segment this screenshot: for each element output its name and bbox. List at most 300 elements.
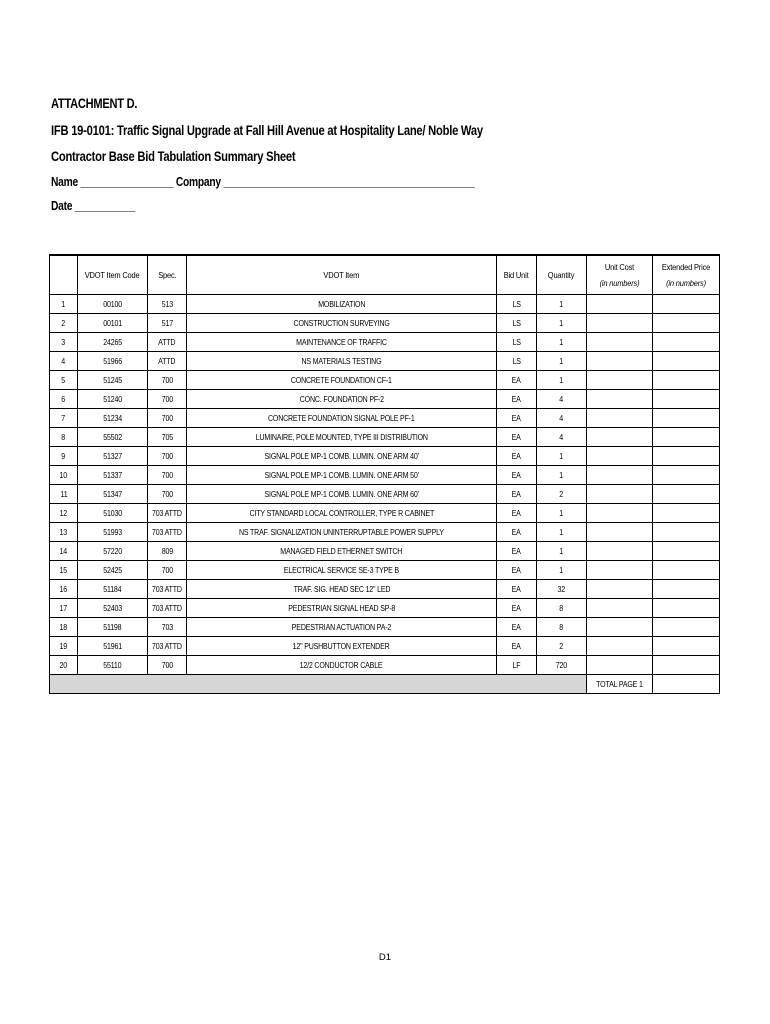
table-row xyxy=(50,523,720,542)
item-code-text: 00100 xyxy=(103,299,122,309)
cell-bid-unit xyxy=(497,352,537,371)
cell-line-number xyxy=(50,447,78,466)
cell-quantity xyxy=(537,542,587,561)
line-number-text: 9 xyxy=(61,451,66,461)
cell-spec xyxy=(148,447,187,466)
unit-cost-input-cell[interactable] xyxy=(587,447,653,466)
cell-spec xyxy=(148,390,187,409)
cell-item-code xyxy=(78,409,148,428)
bid-unit-text: EA xyxy=(511,470,522,480)
col-header-code-label: VDOT Item Code xyxy=(85,270,140,280)
table-header-row xyxy=(50,255,720,295)
col-header-unit-cost xyxy=(587,255,653,295)
cell-quantity xyxy=(537,504,587,523)
cell-spec xyxy=(148,409,187,428)
cell-item-code xyxy=(78,542,148,561)
line-number-text: 19 xyxy=(59,641,68,651)
quantity-text: 1 xyxy=(559,375,564,385)
spec-text: 700 xyxy=(161,470,173,480)
line-number-text: 5 xyxy=(61,375,66,385)
name-company-line: Name _________________ Company ______________________________________________ xyxy=(51,175,475,189)
spec-text: 703 ATTD xyxy=(152,603,182,613)
line-number-text: 8 xyxy=(61,432,66,442)
extended-price-input-cell[interactable] xyxy=(653,428,720,447)
cell-quantity xyxy=(537,523,587,542)
cell-line-number xyxy=(50,580,78,599)
unit-cost-input-cell[interactable] xyxy=(587,314,653,333)
spec-text: 703 xyxy=(161,622,173,632)
spec-text: 700 xyxy=(161,375,173,385)
item-code-text: 51993 xyxy=(103,527,122,537)
extended-price-input-cell[interactable] xyxy=(653,295,720,314)
cell-item-description xyxy=(187,504,497,523)
cell-bid-unit xyxy=(497,656,537,675)
line-number-text: 7 xyxy=(61,413,66,423)
cell-quantity xyxy=(537,428,587,447)
cell-bid-unit xyxy=(497,618,537,637)
cell-item-code xyxy=(78,314,148,333)
cell-item-code xyxy=(78,637,148,656)
cell-bid-unit xyxy=(497,409,537,428)
col-header-qty xyxy=(537,255,587,295)
quantity-text: 2 xyxy=(559,489,564,499)
line-number-text: 3 xyxy=(61,337,66,347)
cell-quantity xyxy=(537,390,587,409)
cell-line-number xyxy=(50,599,78,618)
quantity-text: 8 xyxy=(559,622,564,632)
cell-item-description xyxy=(187,409,497,428)
extended-price-input-cell[interactable] xyxy=(653,637,720,656)
quantity-text: 720 xyxy=(555,660,568,670)
cell-line-number xyxy=(50,333,78,352)
cell-bid-unit xyxy=(497,466,537,485)
extended-price-input-cell[interactable] xyxy=(653,485,720,504)
table-row xyxy=(50,390,720,409)
item-code-text: 51961 xyxy=(103,641,122,651)
spec-text: 703 ATTD xyxy=(152,508,182,518)
bid-tabulation-table xyxy=(49,254,720,694)
cell-item-description xyxy=(187,599,497,618)
item-description-text: PEDESTRIAN SIGNAL HEAD SP-8 xyxy=(288,603,395,613)
cell-spec xyxy=(148,333,187,352)
col-header-spec-label: Spec. xyxy=(157,270,177,280)
item-code-text: 51245 xyxy=(103,375,122,385)
cell-spec xyxy=(148,504,187,523)
cell-item-description xyxy=(187,295,497,314)
cell-spec xyxy=(148,466,187,485)
cell-item-description xyxy=(187,447,497,466)
page-number: D1 xyxy=(378,952,392,963)
cell-item-description xyxy=(187,333,497,352)
item-code-text: 51966 xyxy=(103,356,122,366)
cell-spec xyxy=(148,314,187,333)
item-code-text: 51240 xyxy=(103,394,122,404)
line-number-text: 20 xyxy=(59,660,68,670)
cell-bid-unit xyxy=(497,447,537,466)
item-code-text: 51337 xyxy=(103,470,122,480)
cell-bid-unit xyxy=(497,390,537,409)
cell-item-code xyxy=(78,466,148,485)
quantity-text: 1 xyxy=(559,527,564,537)
item-description-text: MOBILIZATION xyxy=(317,299,366,309)
bid-unit-text: LS xyxy=(512,356,521,366)
spec-text: 700 xyxy=(161,451,173,461)
col-header-qty-label: Quantity xyxy=(548,270,575,280)
col-header-ext-price xyxy=(653,255,720,295)
item-code-text: 00101 xyxy=(103,318,122,328)
cell-item-description xyxy=(187,656,497,675)
item-description-text: NS TRAF. SIGNALIZATION UNINTERRUPTABLE POWER SUPPLY xyxy=(239,527,444,537)
sheet-title: Contractor Base Bid Tabulation Summary Sheet xyxy=(51,148,296,164)
cell-item-code xyxy=(78,561,148,580)
bid-unit-text: EA xyxy=(511,394,522,404)
extended-price-input-cell[interactable] xyxy=(653,333,720,352)
extended-price-input-cell[interactable] xyxy=(653,599,720,618)
bid-unit-text: LF xyxy=(512,660,521,670)
total-row-shaded xyxy=(50,675,587,694)
unit-cost-input-cell[interactable] xyxy=(587,295,653,314)
line-number-text: 14 xyxy=(59,546,68,556)
cell-spec xyxy=(148,371,187,390)
item-code-text: 52403 xyxy=(103,603,122,613)
unit-cost-input-cell[interactable] xyxy=(587,580,653,599)
cell-item-code xyxy=(78,295,148,314)
unit-cost-input-cell[interactable] xyxy=(587,371,653,390)
table-body xyxy=(50,295,720,675)
cell-spec xyxy=(148,428,187,447)
item-code-text: 51198 xyxy=(103,622,122,632)
cell-quantity xyxy=(537,580,587,599)
bid-unit-text: EA xyxy=(511,641,522,651)
quantity-text: 1 xyxy=(559,565,564,575)
quantity-text: 1 xyxy=(559,318,564,328)
col-header-spec xyxy=(148,255,187,295)
table-row xyxy=(50,447,720,466)
item-code-text: 51347 xyxy=(103,489,122,499)
unit-cost-input-cell[interactable] xyxy=(587,504,653,523)
bid-unit-text: EA xyxy=(511,413,522,423)
extended-price-input-cell[interactable] xyxy=(653,618,720,637)
bid-unit-text: EA xyxy=(511,565,522,575)
cell-item-description xyxy=(187,390,497,409)
unit-cost-input-cell[interactable] xyxy=(587,390,653,409)
cell-line-number xyxy=(50,314,78,333)
col-header-line-number xyxy=(50,255,78,295)
item-code-text: 51184 xyxy=(103,584,122,594)
item-description-text: 12/2 CONDUCTOR CABLE xyxy=(300,660,383,670)
item-description-text: ELECTRICAL SERVICE SE-3 TYPE B xyxy=(283,565,400,575)
cell-item-description xyxy=(187,637,497,656)
item-code-text: 55502 xyxy=(103,432,122,442)
unit-cost-input-cell[interactable] xyxy=(587,637,653,656)
unit-cost-input-cell[interactable] xyxy=(587,466,653,485)
line-number-text: 1 xyxy=(61,299,66,309)
cell-line-number xyxy=(50,409,78,428)
spec-text: 700 xyxy=(161,489,173,499)
extended-price-input-cell[interactable] xyxy=(653,371,720,390)
bid-unit-text: EA xyxy=(511,508,522,518)
unit-cost-input-cell[interactable] xyxy=(587,656,653,675)
unit-cost-input-cell[interactable] xyxy=(587,523,653,542)
cell-line-number xyxy=(50,428,78,447)
cell-bid-unit xyxy=(497,314,537,333)
quantity-text: 1 xyxy=(559,356,564,366)
cell-item-code xyxy=(78,618,148,637)
cell-line-number xyxy=(50,523,78,542)
col-header-item-label: VDOT Item xyxy=(323,270,360,280)
table-row xyxy=(50,428,720,447)
quantity-text: 1 xyxy=(559,470,564,480)
table-row xyxy=(50,599,720,618)
cell-line-number xyxy=(50,656,78,675)
cell-item-description xyxy=(187,523,497,542)
item-description-text: MANAGED FIELD ETHERNET SWITCH xyxy=(280,546,403,556)
unit-cost-input-cell[interactable] xyxy=(587,333,653,352)
col-header-ext-price-label: Extended Price xyxy=(661,262,711,272)
cell-item-code xyxy=(78,599,148,618)
table-row xyxy=(50,637,720,656)
spec-text: 517 xyxy=(161,318,173,328)
extended-price-input-cell[interactable] xyxy=(653,542,720,561)
cell-line-number xyxy=(50,561,78,580)
cell-quantity xyxy=(537,637,587,656)
line-number-text: 17 xyxy=(59,603,68,613)
extended-price-input-cell[interactable] xyxy=(653,314,720,333)
spec-text: 809 xyxy=(161,546,173,556)
cell-quantity xyxy=(537,371,587,390)
cell-item-description xyxy=(187,466,497,485)
line-number-text: 4 xyxy=(61,356,66,366)
cell-spec xyxy=(148,561,187,580)
item-description-text: CONCRETE FOUNDATION CF-1 xyxy=(291,375,392,385)
cell-item-code xyxy=(78,333,148,352)
cell-item-code xyxy=(78,371,148,390)
item-description-text: LUMINAIRE, POLE MOUNTED, TYPE III DISTRIBUTION xyxy=(255,432,428,442)
item-code-text: 51030 xyxy=(103,508,122,518)
cell-line-number xyxy=(50,618,78,637)
bid-unit-text: EA xyxy=(511,432,522,442)
cell-line-number xyxy=(50,371,78,390)
cell-quantity xyxy=(537,295,587,314)
spec-text: ATTD xyxy=(158,337,176,347)
date-line: Date ___________ xyxy=(51,199,135,213)
cell-bid-unit xyxy=(497,637,537,656)
extended-price-input-cell[interactable] xyxy=(653,504,720,523)
ifb-title: IFB 19-0101: Traffic Signal Upgrade at Fall Hill Avenue at Hospitality Lane/ Noble Way xyxy=(51,122,483,138)
extended-price-input-cell[interactable] xyxy=(653,561,720,580)
item-description-text: CITY STANDARD LOCAL CONTROLLER, TYPE R CABINET xyxy=(249,508,434,518)
cell-bid-unit xyxy=(497,504,537,523)
unit-cost-input-cell[interactable] xyxy=(587,485,653,504)
bid-unit-text: EA xyxy=(511,546,522,556)
item-code-text: 51234 xyxy=(103,413,122,423)
unit-cost-input-cell[interactable] xyxy=(587,561,653,580)
extended-price-input-cell[interactable] xyxy=(653,580,720,599)
extended-price-input-cell[interactable] xyxy=(653,447,720,466)
cell-line-number xyxy=(50,542,78,561)
table-row xyxy=(50,542,720,561)
extended-price-input-cell[interactable] xyxy=(653,409,720,428)
extended-price-input-cell[interactable] xyxy=(653,390,720,409)
cell-item-code xyxy=(78,485,148,504)
cell-quantity xyxy=(537,618,587,637)
cell-bid-unit xyxy=(497,428,537,447)
cell-spec xyxy=(148,295,187,314)
quantity-text: 1 xyxy=(559,299,564,309)
extended-price-input-cell[interactable] xyxy=(653,656,720,675)
cell-item-code xyxy=(78,580,148,599)
cell-item-code xyxy=(78,447,148,466)
spec-text: 700 xyxy=(161,394,173,404)
total-page-input-cell[interactable] xyxy=(653,675,720,694)
cell-line-number xyxy=(50,352,78,371)
col-header-unit xyxy=(497,255,537,295)
item-description-text: CONC. FOUNDATION PF-2 xyxy=(299,394,384,404)
cell-quantity xyxy=(537,409,587,428)
item-description-text: TRAF. SIG. HEAD SEC 12" LED xyxy=(293,584,390,594)
cell-spec xyxy=(148,542,187,561)
spec-text: 700 xyxy=(161,660,173,670)
cell-bid-unit xyxy=(497,333,537,352)
col-header-unit-cost-label: Unit Cost xyxy=(604,262,635,272)
extended-price-input-cell[interactable] xyxy=(653,352,720,371)
quantity-text: 2 xyxy=(559,641,564,651)
cell-line-number xyxy=(50,504,78,523)
unit-cost-input-cell[interactable] xyxy=(587,428,653,447)
cell-quantity xyxy=(537,333,587,352)
cell-item-description xyxy=(187,485,497,504)
cell-quantity xyxy=(537,352,587,371)
spec-text: 703 ATTD xyxy=(152,641,182,651)
cell-item-code xyxy=(78,352,148,371)
item-code-text: 55110 xyxy=(103,660,122,670)
line-number-text: 16 xyxy=(59,584,68,594)
bid-unit-text: EA xyxy=(511,451,522,461)
quantity-text: 1 xyxy=(559,337,564,347)
cell-spec xyxy=(148,580,187,599)
extended-price-input-cell[interactable] xyxy=(653,466,720,485)
cell-item-code xyxy=(78,390,148,409)
cell-item-description xyxy=(187,542,497,561)
item-description-text: MAINTENANCE OF TRAFFIC xyxy=(296,337,387,347)
cell-bid-unit xyxy=(497,295,537,314)
cell-spec xyxy=(148,637,187,656)
item-description-text: PEDESTRIAN ACTUATION PA-2 xyxy=(291,622,392,632)
quantity-text: 8 xyxy=(559,603,564,613)
quantity-text: 4 xyxy=(559,413,564,423)
spec-text: ATTD xyxy=(158,356,176,366)
col-header-ext-price-sublabel: (in numbers) xyxy=(666,278,706,288)
unit-cost-input-cell[interactable] xyxy=(587,542,653,561)
total-page-label xyxy=(587,675,653,694)
spec-text: 513 xyxy=(161,299,173,309)
cell-item-code xyxy=(78,523,148,542)
spec-text: 700 xyxy=(161,565,173,575)
cell-quantity xyxy=(537,466,587,485)
line-number-text: 10 xyxy=(59,470,68,480)
table-row xyxy=(50,618,720,637)
cell-bid-unit xyxy=(497,599,537,618)
item-code-text: 24265 xyxy=(103,337,122,347)
bid-unit-text: LS xyxy=(512,337,521,347)
table-row xyxy=(50,314,720,333)
table-row xyxy=(50,409,720,428)
table-row xyxy=(50,561,720,580)
bid-unit-text: EA xyxy=(511,489,522,499)
item-description-text: CONCRETE FOUNDATION SIGNAL POLE PF-1 xyxy=(268,413,415,423)
cell-spec xyxy=(148,599,187,618)
unit-cost-input-cell[interactable] xyxy=(587,599,653,618)
cell-bid-unit xyxy=(497,542,537,561)
col-header-code xyxy=(78,255,148,295)
cell-quantity xyxy=(537,314,587,333)
col-header-unit-cost-sublabel: (in numbers) xyxy=(599,278,640,288)
table-row xyxy=(50,656,720,675)
item-code-text: 57220 xyxy=(103,546,122,556)
line-number-text: 13 xyxy=(59,527,68,537)
cell-quantity xyxy=(537,447,587,466)
table-row xyxy=(50,504,720,523)
line-number-text: 18 xyxy=(59,622,68,632)
cell-line-number xyxy=(50,485,78,504)
cell-line-number xyxy=(50,466,78,485)
cell-bid-unit xyxy=(497,523,537,542)
bid-unit-text: LS xyxy=(512,318,521,328)
cell-item-description xyxy=(187,371,497,390)
line-number-text: 11 xyxy=(60,489,67,499)
cell-bid-unit xyxy=(497,371,537,390)
line-number-text: 15 xyxy=(59,565,68,575)
cell-spec xyxy=(148,618,187,637)
total-page-label-text: TOTAL PAGE 1 xyxy=(596,679,643,689)
unit-cost-input-cell[interactable] xyxy=(587,409,653,428)
item-description-text: 12" PUSHBUTTON EXTENDER xyxy=(293,641,390,651)
cell-bid-unit xyxy=(497,561,537,580)
line-number-text: 6 xyxy=(61,394,66,404)
spec-text: 700 xyxy=(161,413,173,423)
cell-line-number xyxy=(50,295,78,314)
table-row xyxy=(50,333,720,352)
unit-cost-input-cell[interactable] xyxy=(587,352,653,371)
extended-price-input-cell[interactable] xyxy=(653,523,720,542)
cell-line-number xyxy=(50,637,78,656)
bid-unit-text: LS xyxy=(512,299,521,309)
item-description-text: CONSTRUCTION SURVEYING xyxy=(293,318,390,328)
cell-item-code xyxy=(78,428,148,447)
cell-item-description xyxy=(187,428,497,447)
cell-item-description xyxy=(187,352,497,371)
cell-quantity xyxy=(537,599,587,618)
cell-item-description xyxy=(187,580,497,599)
attachment-label: ATTACHMENT D. xyxy=(51,96,138,111)
quantity-text: 32 xyxy=(557,584,566,594)
quantity-text: 1 xyxy=(559,451,564,461)
item-description-text: SIGNAL POLE MP-1 COMB. LUMIN. ONE ARM 40' xyxy=(264,451,419,461)
cell-item-code xyxy=(78,504,148,523)
line-number-text: 2 xyxy=(61,318,66,328)
bid-unit-text: EA xyxy=(511,603,522,613)
table-row xyxy=(50,352,720,371)
unit-cost-input-cell[interactable] xyxy=(587,618,653,637)
spec-text: 703 ATTD xyxy=(152,584,182,594)
bid-unit-text: EA xyxy=(511,584,522,594)
cell-bid-unit xyxy=(497,485,537,504)
cell-line-number xyxy=(50,390,78,409)
col-header-unit-label: Bid Unit xyxy=(504,270,529,280)
item-code-text: 51327 xyxy=(103,451,122,461)
cell-spec xyxy=(148,656,187,675)
item-description-text: SIGNAL POLE MP-1 COMB. LUMIN. ONE ARM 60' xyxy=(264,489,419,499)
